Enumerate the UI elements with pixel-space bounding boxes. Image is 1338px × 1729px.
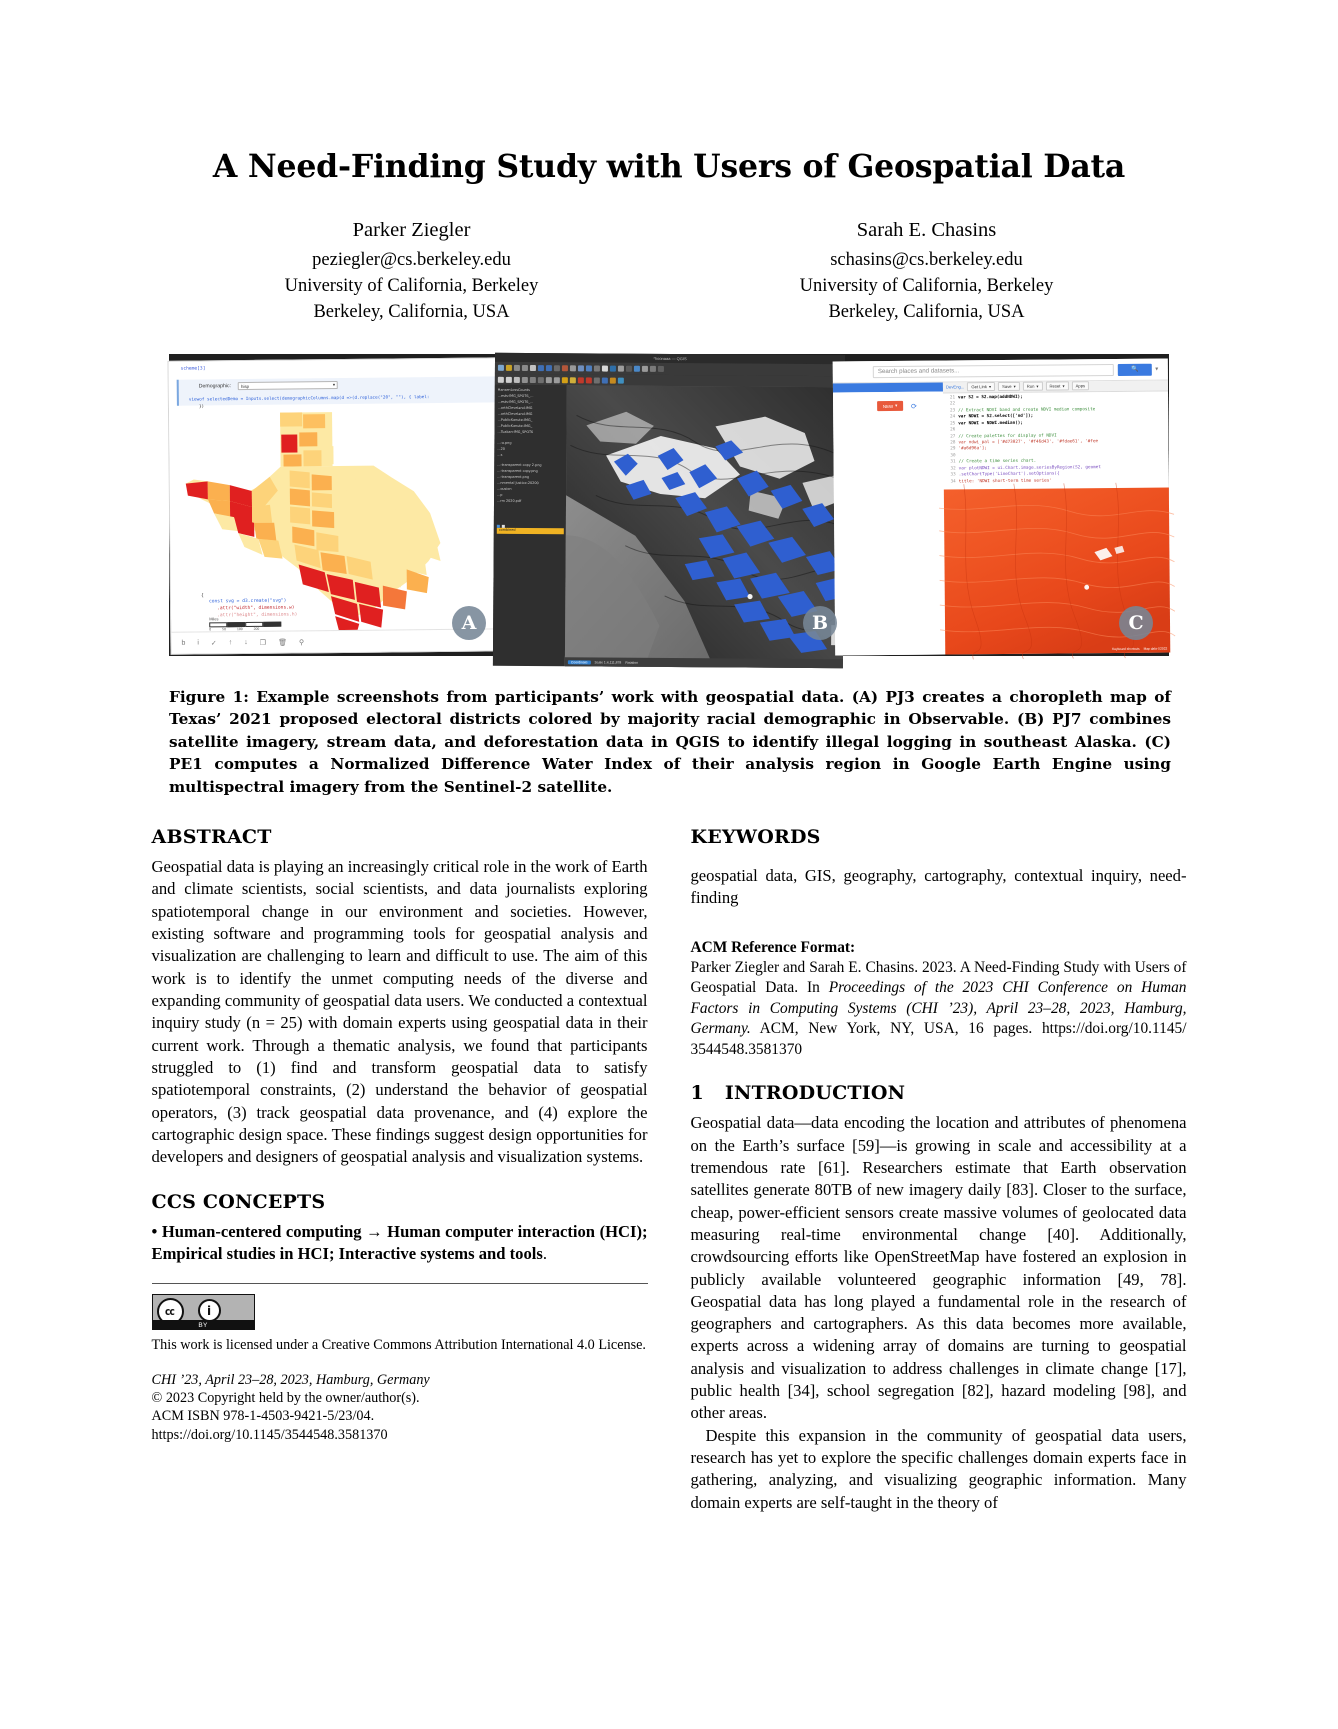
figure-panel-c-earth-engine xyxy=(833,358,1171,655)
publication-footer xyxy=(152,1371,648,1445)
zoom-selection-icon[interactable] xyxy=(538,365,544,371)
zoom-out-icon[interactable] xyxy=(522,365,528,371)
select-features-icon[interactable] xyxy=(570,365,576,371)
acm-reference-text xyxy=(691,958,1187,1060)
layer-item[interactable]: HansenLossCounts xyxy=(497,387,530,392)
acm-ref-part2: ACM, New York, NY, USA, 16 pages. https://doi.org/10.1145/ 3544548.3581370 xyxy=(690,1020,1187,1058)
attribute-table-icon[interactable] xyxy=(642,366,648,372)
processing-toolbox-icon[interactable] xyxy=(602,377,608,383)
chevron-down-icon: ▾ xyxy=(988,384,992,390)
attribution-person-icon: i xyxy=(198,1299,221,1322)
code-row: 23 // Extract NDVI band and create NDVI median composite xyxy=(949,406,1096,413)
code-row: 21 var S2 = S2.map(addNDWI); xyxy=(949,394,1023,401)
cc-by-label: BY xyxy=(198,1321,208,1329)
layer-item[interactable]: ...PublicKanute-IMG_ xyxy=(497,417,533,422)
pan-icon[interactable] xyxy=(498,365,504,371)
refresh-icon[interactable]: ⟳ xyxy=(910,400,918,410)
apps-button[interactable]: Apps xyxy=(1072,381,1090,390)
abstract-text: Geospatial data is playing an increasingly critical role in the work of Earth and climate scientists, social scientists, and data journalists exploring spatiotemporal change in our environment and societies. However, existing software and programming tools for geospatial analysis and visualization are challenging to learn and difficult to use. The aim of this work is to identify the unmet computing needs of the diverse and expanding community of geospatial data users. We conducted a contextual inquiry study (n = 25) with domain experts using geospatial data in their current work. Through a thematic analysis, we found that participants struggled to (1) find and transform geospatial data to satisfy spatiotemporal constraints, (2) understand the behavior of geospatial operators, (3) track geospatial data provenance, and (4) explore the cartographic design space. These findings suggest design opportunities for developers and designers of geospatial analysis and visualization systems. xyxy=(151,857,648,1167)
author-affiliation: University of California, Berkeley xyxy=(284,276,539,297)
introduction-paragraph-2: Despite this expansion in the community of geospatial data users, research has yet to explore the specific challenges domain experts face in gathering, analyzing, and visualizing geographic information. Many domain experts are self-taught in the theory of xyxy=(690,1425,1187,1512)
copyright-line: © 2023 Copyright held by the owner/author(s). xyxy=(151,1390,420,1407)
observable-select-value: hisp xyxy=(241,383,250,389)
python-console-icon[interactable] xyxy=(618,377,624,383)
layer-item[interactable]: ...nmental Justice-20200 xyxy=(497,480,539,486)
ccs-heading: CCS CONCEPTS xyxy=(151,1190,326,1213)
qgis-layers-panel[interactable] xyxy=(493,384,567,665)
author-email[interactable]: peziegler@cs.berkeley.edu xyxy=(312,249,511,270)
node-tool-icon[interactable] xyxy=(530,376,536,382)
reset-button[interactable]: Reset ▾ xyxy=(1045,382,1068,391)
code-row: 30 xyxy=(950,452,956,458)
copy-icon[interactable]: ❐ xyxy=(259,639,267,647)
layer-item[interactable]: ...-transparent.png xyxy=(497,474,530,480)
undo-icon[interactable] xyxy=(546,376,552,382)
author-name: Sarah E. Chasins xyxy=(856,218,997,241)
author-location: Berkeley, California, USA xyxy=(313,302,510,323)
acm-reference-heading: ACM Reference Format: xyxy=(690,938,856,956)
layer-item[interactable]: ...ests-IMG_SPOT6_... xyxy=(497,399,534,404)
license-divider xyxy=(152,1283,648,1284)
search-icon[interactable] xyxy=(634,365,640,371)
check-icon[interactable]: ✓ xyxy=(210,639,217,647)
chevron-down-icon: ▾ xyxy=(332,381,336,387)
qgis-body xyxy=(493,384,845,667)
figure-badge-b: B xyxy=(803,606,837,640)
delete-icon[interactable] xyxy=(578,377,584,383)
layer-item[interactable]: ...20 xyxy=(497,446,505,451)
status-coordinate-badge: Coordinate xyxy=(568,660,591,664)
new-script-button[interactable] xyxy=(877,401,903,411)
scale-tick: 50 xyxy=(222,626,226,631)
author-block-1 xyxy=(154,216,669,326)
observable-code-line: const svg = d3.create("svg") xyxy=(208,598,287,605)
figure-image xyxy=(169,354,1169,664)
observable-demographic-select[interactable] xyxy=(238,381,338,390)
add-line-icon[interactable] xyxy=(506,376,512,382)
zoom-in-icon[interactable] xyxy=(514,365,520,371)
code-row: 34 title: 'NDWI short-term time series' xyxy=(950,477,1052,484)
layer-item[interactable]: ...s xyxy=(497,452,503,457)
vertex-tool-icon[interactable] xyxy=(522,376,528,382)
gee-scripts-list[interactable] xyxy=(833,391,945,655)
remove-layer-icon[interactable] xyxy=(586,377,592,383)
figure-1 xyxy=(169,354,1169,798)
run-button[interactable]: Run ▾ xyxy=(1023,382,1043,391)
body-columns xyxy=(152,826,1187,1514)
code-row: 22 xyxy=(949,401,956,407)
observable-demographic-control[interactable] xyxy=(199,381,338,390)
search-icon[interactable]: 🔍 xyxy=(1118,363,1152,375)
plugin-icon[interactable] xyxy=(610,377,616,383)
scale-tick: 0 xyxy=(209,627,212,632)
arrow-up-icon[interactable]: ↑ xyxy=(228,638,233,646)
get-link-button[interactable]: Get Link ▾ xyxy=(967,382,995,391)
gee-search-input[interactable]: Search places and datasets... xyxy=(873,363,1114,377)
gear-icon[interactable] xyxy=(658,366,664,372)
left-column xyxy=(152,826,648,1514)
layer-item[interactable]: ...-a.png xyxy=(497,440,512,445)
settings-icon[interactable] xyxy=(626,365,632,371)
keyboard-shortcuts-link[interactable]: Keyboard shortcuts xyxy=(1112,646,1140,651)
section-title: INTRODUCTION xyxy=(724,1082,906,1105)
pin-icon[interactable]: ⚲ xyxy=(298,638,305,646)
layer-item[interactable]: ...-transparent copy 2.png xyxy=(497,462,542,468)
creative-commons-badge xyxy=(152,1294,255,1330)
texas-choropleth-map xyxy=(169,406,516,620)
author-email[interactable]: schasins@cs.berkeley.edu xyxy=(830,249,1023,270)
gee-search-bar[interactable] xyxy=(833,358,1168,383)
qgis-window-title: *hoonaaa — QGIS xyxy=(495,352,845,363)
gee-scripts-panel xyxy=(833,382,945,655)
zoom-full-icon[interactable] xyxy=(530,365,536,371)
zoom-last-icon[interactable] xyxy=(554,365,560,371)
acm-ref-part1: Parker Ziegler and Sarah E. Chasins. 2023. A Need-Finding Study with Users of Geospatial Data. In xyxy=(690,958,1187,997)
figure-caption: Figure 1: Example screenshots from participants’ work with geospatial data. (A) PJ3 creates a choropleth map of Texas’ 2021 proposed electoral districts colored by majority racial demographic in Observable. (B) PJ7 combines satellite imagery, stream data, and deforestation data in QGIS to identify illegal logging in southeast Alaska. (C) PE1 computes a Normalized Difference Water Index of their analysis region in Google Earth Engine using multispectral imagery from the Sentinel-2 satellite. xyxy=(169,687,1171,796)
snapping-icon[interactable] xyxy=(594,377,600,383)
refresh-icon[interactable] xyxy=(562,365,568,371)
abstract-heading: ABSTRACT xyxy=(151,826,272,849)
layer-item[interactable]: ...orthCleveland-IMG xyxy=(497,411,533,416)
chevron-down-icon: ▾ xyxy=(1013,384,1016,390)
page-title: A Need-Finding Study with Users of Geospatial Data xyxy=(212,148,1126,185)
annotation-icon[interactable] xyxy=(594,365,600,371)
observable-code-line: .attr("width", dimensions.w) xyxy=(217,605,295,612)
code-row: 33 .setChartType('LineChart').setOptions({ xyxy=(950,471,1060,478)
observable-code-line: .attr("height", dimensions.h) xyxy=(217,612,298,619)
figure-badge-c: C xyxy=(1119,606,1153,640)
deselect-icon[interactable] xyxy=(578,365,584,371)
pin-labels-icon[interactable] xyxy=(570,377,576,383)
figure-panel-b-qgis xyxy=(493,352,845,664)
gee-code-editor[interactable] xyxy=(943,391,1169,489)
scale-tick: 200 xyxy=(253,626,260,631)
author-block-2 xyxy=(669,216,1184,326)
italic-icon[interactable]: i xyxy=(197,639,199,647)
script-name-label[interactable]: DevEng... xyxy=(945,384,965,390)
code-row: 24 var NDWI = S2.select(['nd']); xyxy=(950,413,1034,420)
introduction-paragraph-1: Geospatial data—data encoding the location and attributes of phenomena on the Earth’s surface [59]—is growing in scale and accessibility at a tremendous rate [61]. Researchers estimate that Earth observation satellites generate 80TB of new imagery daily [83]. Closer to the surface, cheap, power-efficient sensors create massive volumes of geolocated data measuring real-time environmental change [40]. Additionally, crowdsourcing efforts like OpenStreetMap have fostered an explosion in publicly available volunteered geographic information [49, 78]. Geospatial data has long played a fundamental role in the research of geographers and cartographers. As this data becomes more available, experts across a widening array of domains are turning to geospatial analysis and visualization to address challenges in climate change [17], public health [34], school segregation [82], hazard modeling [98], and other areas. xyxy=(690,1113,1187,1423)
acm-ref-italic: Proceedings of the 2023 CHI Conference on Human Factors in Computing Systems (CHI ’23), April 23–28, 2023, Hamburg, Germany. xyxy=(690,979,1187,1038)
save-button[interactable]: Save ▾ xyxy=(998,382,1020,391)
zoom-layer-icon[interactable] xyxy=(546,365,552,371)
gee-body xyxy=(833,380,1170,655)
code-row: 31 // Create a time series chart. xyxy=(950,458,1037,465)
add-polygon-icon[interactable] xyxy=(514,376,520,382)
cc-icon: cc xyxy=(157,1298,184,1325)
map-attribution: Map data ©2022 xyxy=(1143,646,1168,651)
author-location: Berkeley, California, USA xyxy=(828,302,1025,323)
isbn-line: ACM ISBN 978-1-4503-9421-5/23/04. xyxy=(151,1408,375,1425)
keywords-text: geospatial data, GIS, geography, cartography, contextual inquiry, need-finding xyxy=(690,865,1187,908)
arrow-down-icon[interactable]: ↓ xyxy=(244,638,248,646)
layer-item[interactable]: ...ests-IMG_SPOT6_... xyxy=(497,393,534,398)
layer-item[interactable]: ...rm 2020.pdf xyxy=(497,498,522,503)
ccs-text xyxy=(152,1221,648,1266)
figure-badge-a: A xyxy=(452,606,486,640)
identify-icon[interactable] xyxy=(506,365,512,371)
author-affiliation: University of California, Berkeley xyxy=(799,276,1054,297)
code-row: 26 xyxy=(950,427,956,433)
observable-cell-code-line2: }) xyxy=(198,404,205,410)
author-list xyxy=(154,216,1184,326)
code-row: 29 '#a6d96a']; xyxy=(950,446,987,452)
status-rotation: Rotation xyxy=(625,659,638,664)
layer-item[interactable]: ...p xyxy=(497,492,503,497)
new-script-label: NEW xyxy=(882,403,894,409)
section-number: 1 xyxy=(690,1082,704,1105)
doi-line[interactable]: https://doi.org/10.1145/3544548.3581370 xyxy=(151,1426,388,1443)
layer-item[interactable]: ...-transparent copy.png xyxy=(497,468,538,474)
bold-icon[interactable]: b xyxy=(181,639,186,647)
code-row: 32 var plotNDWI = ui.Chart.image.seriesByRegion(S2, geomet xyxy=(950,464,1101,471)
observable-select-label: Demographic: xyxy=(198,382,232,390)
label-icon[interactable] xyxy=(562,376,568,382)
scale-bar-label: Miles xyxy=(209,616,219,622)
observable-code-line: scheme[3] xyxy=(180,366,206,372)
venue-line: CHI ’23, April 23–28, 2023, Hamburg, Germany xyxy=(151,1371,430,1388)
code-row: 25 var NDWI = NDWI.median(); xyxy=(950,420,1023,426)
status-scale: Scale 1:4,111,878 xyxy=(594,659,622,664)
author-name: Parker Ziegler xyxy=(352,218,471,241)
chevron-down-icon: ▾ xyxy=(1062,383,1065,389)
statistics-icon[interactable] xyxy=(618,365,624,371)
code-row: 28 var ndwi_pal = ['#d73027', '#f46d43', '#fdae61', '#fee xyxy=(950,438,1099,446)
chevron-down-icon[interactable]: ▾ xyxy=(1155,366,1159,373)
layer-item[interactable]: ...orthCleveland-IMG xyxy=(497,405,533,410)
gee-map-footer xyxy=(945,644,1170,654)
move-feature-icon[interactable] xyxy=(538,376,544,382)
observable-cell-code-line1: viewof selectedDemo = Inputs.select(demographicColumns.map(d =>(d.replace("20", ""), { label: xyxy=(188,394,430,403)
chevron-down-icon: ▾ xyxy=(1036,383,1039,389)
ccs-period: . xyxy=(542,1243,547,1263)
scale-tick: 100 xyxy=(236,626,243,631)
field-calculator-icon[interactable] xyxy=(650,366,656,372)
observable-bottom-code: { const svg = d3.create("svg") .attr("width", dimensions.w) .attr("height", dimensions.h) xyxy=(171,590,516,628)
ccs-concepts-body: • Human-centered computing → Human computer interaction (HCI); Empirical studies in HCI; Interactive systems and tools xyxy=(151,1221,648,1263)
trash-icon[interactable]: 🗑 xyxy=(278,638,287,646)
title-block xyxy=(0,0,1338,326)
measure-icon[interactable] xyxy=(586,365,592,371)
chevron-down-icon: ▾ xyxy=(895,402,898,408)
qgis-status-bar xyxy=(565,657,843,668)
code-row: 27 // Create palettes for display of NDVI xyxy=(950,432,1057,439)
right-column xyxy=(691,826,1187,1514)
introduction-heading xyxy=(691,1082,1187,1104)
redo-icon[interactable] xyxy=(554,376,560,382)
layer-item[interactable]: ...PublicKanute-IMG_ xyxy=(497,423,533,428)
selected-layer-item[interactable]: combined xyxy=(497,528,564,534)
layer-item[interactable]: ...Tuakan-IMG_SPOT6 xyxy=(497,429,534,434)
digitize-icon[interactable] xyxy=(498,376,504,382)
keywords-heading: KEYWORDS xyxy=(690,826,821,849)
text-annotation-icon[interactable] xyxy=(602,365,608,371)
new-map-view-icon[interactable] xyxy=(610,365,616,371)
layer-item[interactable]: ...ousion xyxy=(497,486,512,491)
license-text: This work is licensed under a Creative Commons Attribution International 4.0 License. xyxy=(151,1337,646,1354)
